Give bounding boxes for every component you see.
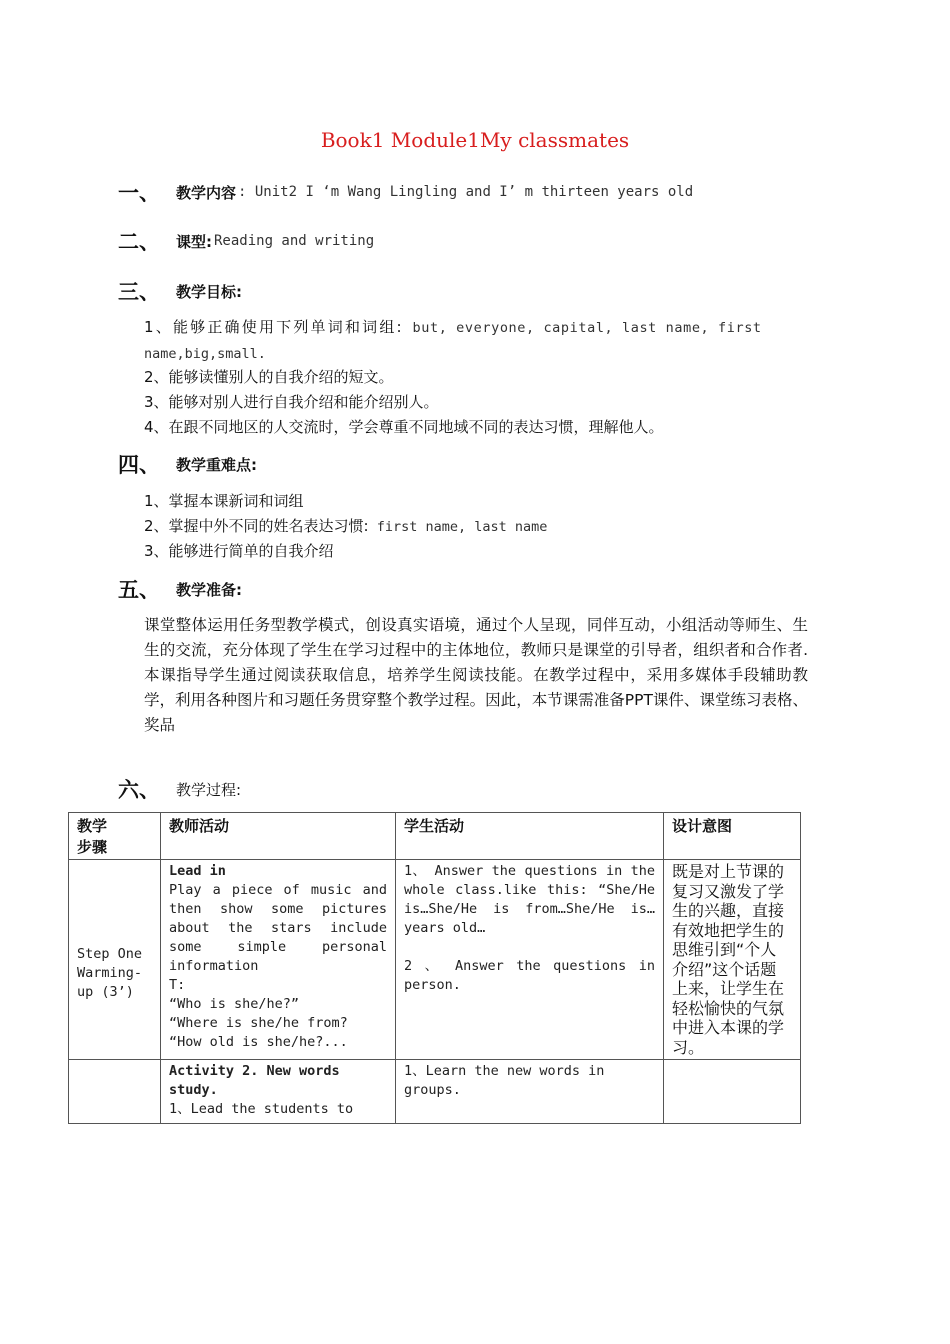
objective-1-cn: 1、能够正确使用下列单词和词组:	[144, 318, 404, 336]
header-student: 学生活动	[396, 813, 664, 860]
preparation-paragraph: 课堂整体运用任务型教学模式，创设真实语境，通过个人呈现，同伴互动，小组活动等师生、生生的交流，充分体现了学生在学习过程中的主体地位，教师只是课堂的引导者，组织者和合作者.本课指导学生通过阅读获取信息，培养学生阅读技能。在教学过程中，采用多媒体手段辅助教学，利用各种图片和习题任务贯穿整个教学过程。因此，本节课需准备PPT课件、课堂练习表格、奖品	[144, 616, 808, 734]
teaching-process-table	[68, 812, 801, 1124]
objective-1-en: but, everyone, capital, last name, first	[403, 320, 762, 336]
section-number: 三、	[118, 280, 160, 304]
section-6	[118, 776, 241, 802]
table-header-row	[69, 813, 801, 860]
intent-cell	[664, 1060, 801, 1124]
objective-2: 2、能够读懂别人的自我介绍的短文。	[144, 368, 394, 386]
section-number: 四、	[118, 453, 160, 477]
student-cell	[396, 860, 664, 1060]
step-cell: Step One Warming- up (3’)	[69, 860, 161, 1060]
objective-3: 3、能够对别人进行自我介绍和能介绍别人。	[144, 393, 439, 411]
keypoint-2: 2、掌握中外不同的姓名表达习惯: first name, last name	[144, 517, 548, 535]
teacher-title: Lead in	[169, 863, 226, 879]
document-title: Book1 Module1My classmates	[320, 128, 630, 152]
student-activity-2: 2 、 Answer the questions in person.	[404, 958, 655, 993]
teacher-q2: “Where is she/he from?	[169, 1015, 348, 1031]
section-number: 一、	[118, 181, 160, 205]
teacher-cell	[161, 1060, 396, 1124]
objective-4: 4、在跟不同地区的人交流时，学会尊重不同地域不同的表达习惯，理解他人。	[144, 418, 664, 436]
section-1	[118, 179, 693, 205]
keypoint-1: 1、掌握本课新词和词组	[144, 492, 304, 510]
student-activity-1: 1、 Answer the questions in the whole class.like this: “She/He is…She/He is from…She/He is…years old…	[404, 863, 655, 936]
section-number: 五、	[118, 578, 160, 602]
keypoint-3: 3、能够进行简单的自我介绍	[144, 542, 334, 560]
section-label: 课型:	[176, 232, 212, 251]
step-cell	[69, 1060, 161, 1124]
section-5	[118, 576, 242, 602]
section-label: 教学过程:	[176, 780, 242, 799]
section-label: 教学内容	[176, 183, 237, 202]
section-4	[118, 451, 257, 477]
header-step: 教学 步骤	[69, 813, 161, 860]
section-number: 六、	[118, 778, 160, 802]
teacher-cell	[161, 860, 396, 1060]
teacher-q3: “How old is she/he?...	[169, 1034, 348, 1050]
header-intent: 设计意图	[664, 813, 801, 860]
section-value: : Unit2 I ‘m Wang Lingling and I’ m thirteen years old	[238, 184, 694, 200]
intent-cell: 既是对上节课的复习又激发了学生的兴趣，直接有效地把学生的思维引到“个人介绍”这个话题上来，让学生在轻松愉快的气氛中进入本课的学习。	[664, 860, 801, 1060]
teacher-title: Activity 2. New words study.	[169, 1063, 340, 1098]
student-cell	[396, 1060, 664, 1124]
table-row	[69, 1060, 801, 1124]
section-number: 二、	[118, 230, 160, 254]
student-activity-1: 1、Learn the new words in groups.	[404, 1063, 605, 1098]
objective-1	[144, 315, 762, 341]
section-label: 教学准备:	[176, 580, 242, 599]
teacher-q1: “Who is she/he?”	[169, 996, 300, 1012]
section-label: 教学重难点:	[176, 455, 257, 474]
teacher-t: T:	[169, 977, 186, 993]
section-3	[118, 278, 242, 304]
section-label: 教学目标:	[176, 282, 242, 301]
objective-1-cont: name,big,small.	[144, 346, 266, 362]
section-value: Reading and writing	[214, 233, 375, 249]
section-2	[118, 228, 374, 254]
table-row	[69, 860, 801, 1060]
teacher-body: 1、Lead the students to	[169, 1101, 354, 1117]
header-teacher: 教师活动	[161, 813, 396, 860]
teacher-body: Play a piece of music and then show some pictures about the stars include some simple personal information	[169, 882, 387, 974]
